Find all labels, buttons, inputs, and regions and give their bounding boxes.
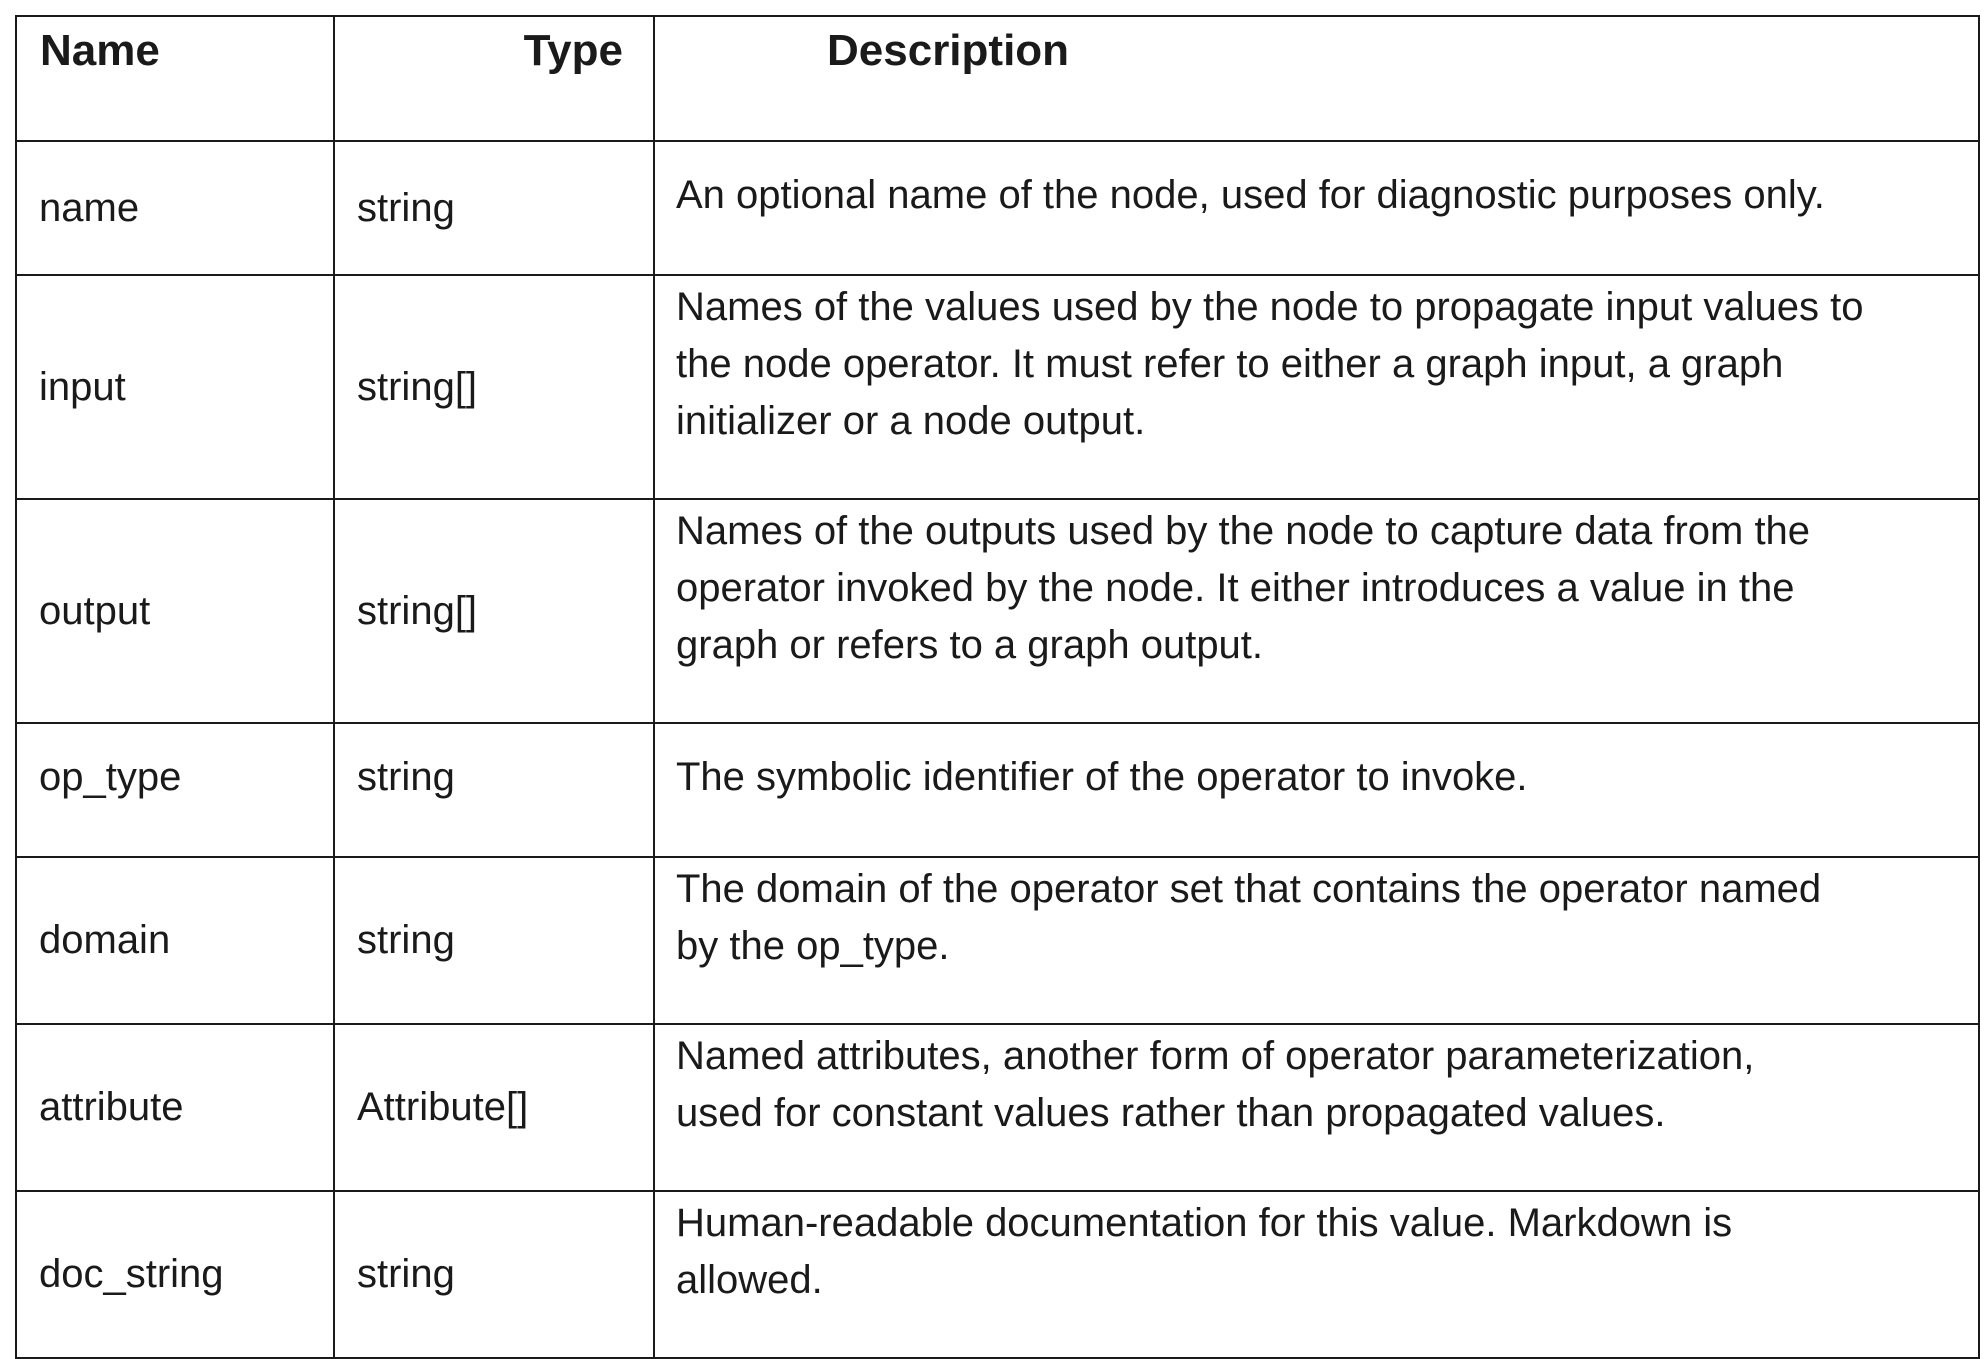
- description-line: the node operator. It must refer to either a graph input, a graph: [676, 342, 1784, 386]
- description-line: The domain of the operator set that contains the operator named: [676, 867, 1822, 911]
- table-row: [16, 1024, 1979, 1191]
- field-type: string[]: [334, 275, 654, 499]
- field-name: name: [16, 141, 334, 275]
- field-description: [654, 1024, 1979, 1191]
- description-line: Names of the outputs used by the node to capture data from the: [676, 509, 1811, 553]
- field-name: attribute: [16, 1024, 334, 1191]
- field-description: [654, 723, 1979, 857]
- field-type: string: [334, 857, 654, 1024]
- table-row: [16, 499, 1979, 723]
- field-name: doc_string: [16, 1191, 334, 1358]
- field-type: string: [334, 141, 654, 275]
- description-line: Names of the values used by the node to propagate input values to: [676, 285, 1864, 329]
- description-line: initializer or a node output.: [676, 399, 1146, 443]
- field-description: [654, 1191, 1979, 1358]
- header-name: Name: [16, 16, 334, 141]
- table-row: [16, 141, 1979, 275]
- table-row: [16, 857, 1979, 1024]
- field-name: output: [16, 499, 334, 723]
- table-row: [16, 275, 1979, 499]
- table-row: [16, 1191, 1979, 1358]
- description-line: used for constant values rather than propagated values.: [676, 1091, 1666, 1135]
- field-name: input: [16, 275, 334, 499]
- table-header-row: [16, 16, 1979, 141]
- field-description: [654, 275, 1979, 499]
- table-row: [16, 723, 1979, 857]
- description-line: operator invoked by the node. It either introduces a value in the: [676, 566, 1795, 610]
- field-name: op_type: [16, 723, 334, 857]
- field-type: string[]: [334, 499, 654, 723]
- description-line: Human-readable documentation for this value. Markdown is: [676, 1201, 1733, 1245]
- field-description: [654, 499, 1979, 723]
- header-description: Description: [654, 16, 1979, 141]
- field-type: Attribute[]: [334, 1024, 654, 1191]
- description-line: Named attributes, another form of operator parameterization,: [676, 1034, 1755, 1078]
- field-type: string: [334, 1191, 654, 1358]
- field-type: string: [334, 723, 654, 857]
- description-line: An optional name of the node, used for diagnostic purposes only.: [676, 173, 1825, 217]
- field-description: [654, 857, 1979, 1024]
- field-name: domain: [16, 857, 334, 1024]
- field-description: [654, 141, 1979, 275]
- description-line: allowed.: [676, 1258, 823, 1302]
- header-type: Type: [334, 16, 654, 141]
- description-line: by the op_type.: [676, 924, 950, 968]
- description-line: The symbolic identifier of the operator to invoke.: [676, 755, 1528, 799]
- description-line: graph or refers to a graph output.: [676, 623, 1264, 667]
- node-fields-table: [15, 15, 1980, 1359]
